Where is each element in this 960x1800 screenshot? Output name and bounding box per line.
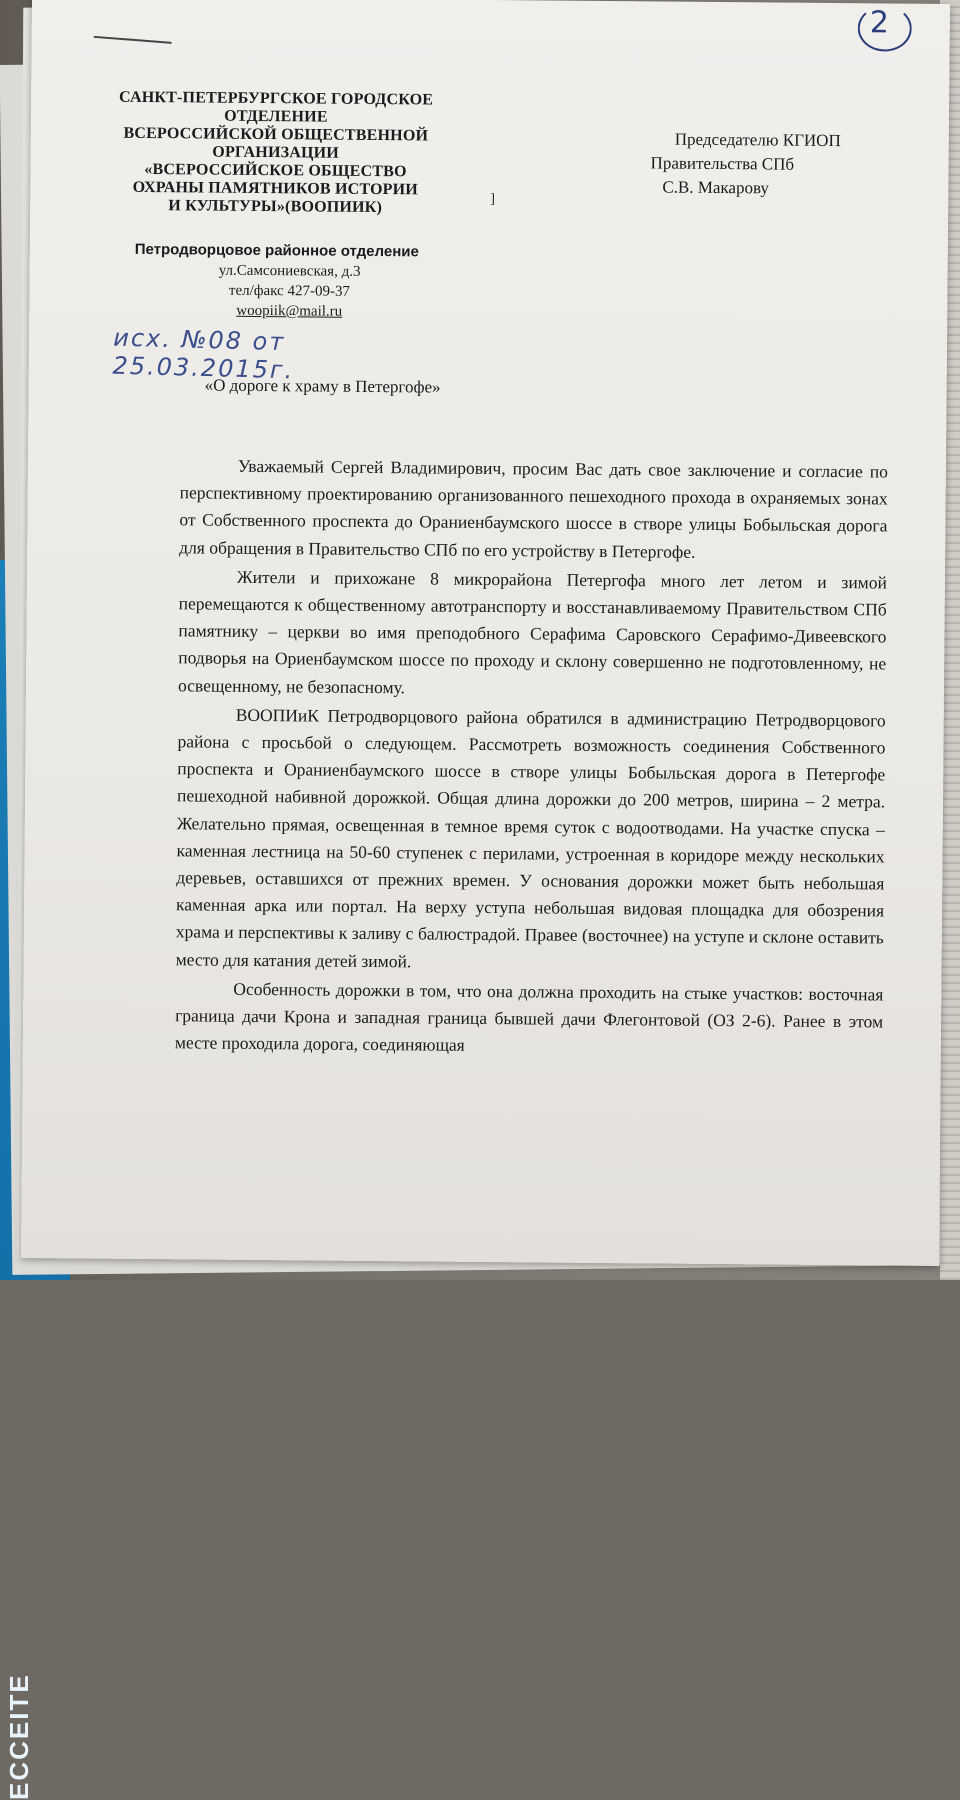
stray-mark: ] [490, 192, 495, 208]
body-paragraph: Жители и прихожане 8 микрорайона Петергофа много лет летом и зимой перемещаются к общественному автотранспорту и восстанавливаемому Правительством СПб памятнику – церкви во имя преподобного Серафима Саровского Серафимо-Дивеевского подворья на Ориенбаумском шоссе по проходу и склону совершенно не подготовленному, не освещенному, не безопасному. [177, 566, 888, 697]
sender-line: ВСЕРОССИЙСКОЙ ОБЩЕСТВЕННОЙ [123, 124, 429, 145]
sender-line: ОХРАНЫ ПАМЯТНИКОВ ИСТОРИИ [132, 178, 419, 199]
sender-line: И КУЛЬТУРЫ»(ВООПИИК) [168, 197, 383, 217]
sender-line: ОРГАНИЗАЦИИ [212, 143, 340, 162]
letter-body [175, 452, 888, 1065]
sender-email: woopiik@mail.ru [236, 302, 343, 320]
letter-sheet [21, 0, 950, 1266]
sender-header [100, 89, 451, 218]
folder-label: ECCEITE [4, 1673, 34, 1800]
sender-address: ул.Самсониевская, д.3 [218, 262, 361, 280]
pen-stroke [94, 36, 172, 44]
letter-subject: «О дороге к храму в Петергофе» [204, 375, 441, 397]
sender-branch: Петродворцовое районное отделение [134, 240, 419, 261]
body-paragraph: Уважаемый Сергей Владимирович, просим Вас дать свое заключение и согласие по перспективному проектированию организованного пешеходного прохода в охраняемых зонах от Собственного проспекта до Ораниенбаумского шоссе в створе улицы Бобыльская дорога для обращения в Правительство СПб по его устройству в Петергофе. [179, 455, 888, 562]
recipient-line: Правительства СПб [650, 153, 795, 174]
sender-line: САНКТ-ПЕТЕРБУРГСКОЕ ГОРОДСКОЕ [118, 88, 434, 109]
sender-line: «ВСЕРОССИЙСКОЕ ОБЩЕСТВО [144, 160, 407, 181]
handwritten-outgoing-number: исх. №08 от 25.03.2015г. [112, 323, 295, 385]
sender-phone: тел/факс 427-09-37 [228, 282, 351, 300]
body-paragraph: ВООПИиК Петродворцового района обратился в администрацию Петродворцового района с просьбой о следующем. Рассмотреть возможность соединения Собственного проспекта и Ораниенбаумского шоссе в створе улицы Бобыльская дорога в Петергофе пешеходной набивной дорожкой. Общая длина дорожки до 200 метров, ширина – 2 метра. Желательно прямая, освещенная в темное время суток с водоотводами. На участке спуска – каменная лестница на 50-60 ступенек с перилами, устроенная в коридоре между нескольких деревьев, оставшихся от прежних времен. У основания дорожки может быть небольшая каменная арка или портал. На верху уступа небольшая видовая площадка для обозрения храма и перспективы к заливу с балюстрадой. Правее (восточнее) на уступе и склоне оставить место для катания детей зимой. [175, 704, 886, 971]
page-number: 2 [869, 5, 890, 41]
sender-line: ОТДЕЛЕНИЕ [224, 107, 328, 126]
recipient-line: Председателю КГИОП [674, 129, 841, 151]
recipient-line: С.В. Макарову [662, 177, 770, 198]
body-paragraph: Особенность дорожки в том, что она должна проходить на стыке участков: восточная граница дачи Крона и западная граница бывшей дачи Флегонтовой (ОЗ 2-6). Ранее в этом месте проходила дорога, соединяющая [174, 978, 884, 1056]
recipient-block [650, 127, 921, 201]
